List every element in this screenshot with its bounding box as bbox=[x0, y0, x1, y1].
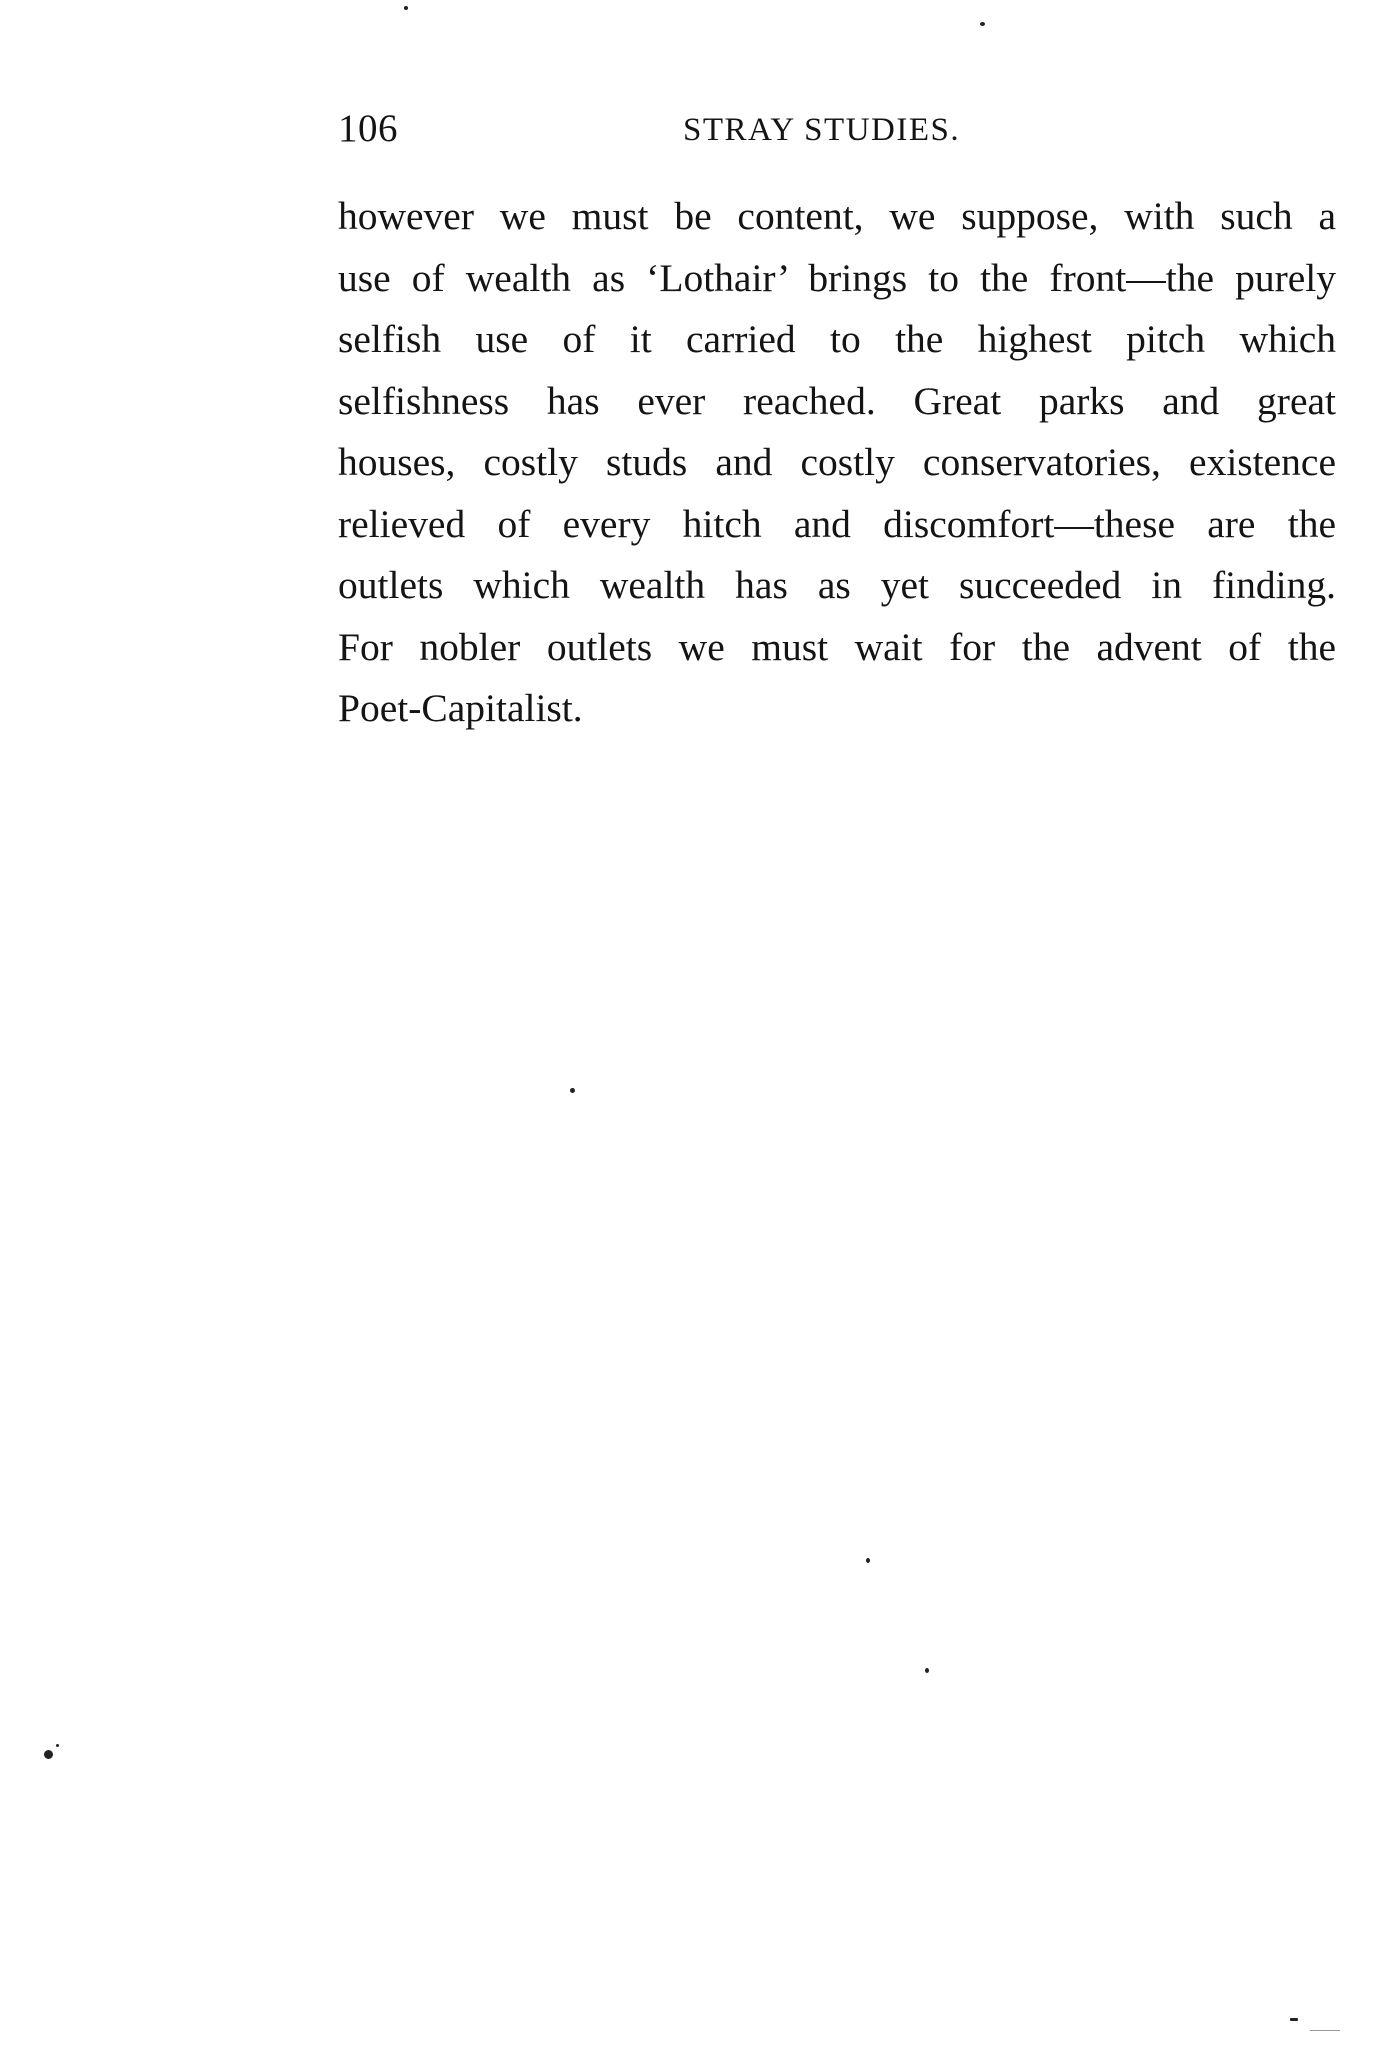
scan-speck bbox=[980, 22, 985, 26]
text-line: Poet-Capitalist. bbox=[338, 686, 583, 730]
body-paragraph bbox=[338, 186, 1336, 740]
scan-speck bbox=[44, 1750, 53, 1759]
text-line: outlets which wealth has as yet succeeded in finding. bbox=[338, 563, 1336, 607]
text-line: selfish use of it carried to the highest pitch which bbox=[338, 317, 1336, 361]
scan-speck bbox=[925, 1668, 929, 1673]
scan-speck bbox=[570, 1088, 575, 1093]
scan-speck bbox=[1310, 2030, 1340, 2031]
text-line: however we must be content, we suppose, with such a bbox=[338, 194, 1336, 238]
scan-speck bbox=[404, 6, 408, 10]
running-head bbox=[338, 102, 1336, 152]
scan-speck bbox=[866, 1558, 870, 1563]
running-title: STRAY STUDIES. bbox=[683, 112, 961, 148]
scan-speck bbox=[1290, 2018, 1298, 2021]
text-line: selfishness has ever reached. Great parks and great bbox=[338, 378, 1336, 423]
text-line: For nobler outlets we must wait for the advent of the bbox=[338, 624, 1336, 669]
text-line: relieved of every hitch and discomfort—these are the bbox=[338, 501, 1336, 546]
text-line: houses, costly studs and costly conservatories, existence bbox=[338, 440, 1336, 484]
scan-speck bbox=[56, 1744, 59, 1747]
page-number: 106 bbox=[338, 107, 398, 150]
text-line: use of wealth as ‘Lothair’ brings to the front—the purely bbox=[338, 255, 1336, 300]
